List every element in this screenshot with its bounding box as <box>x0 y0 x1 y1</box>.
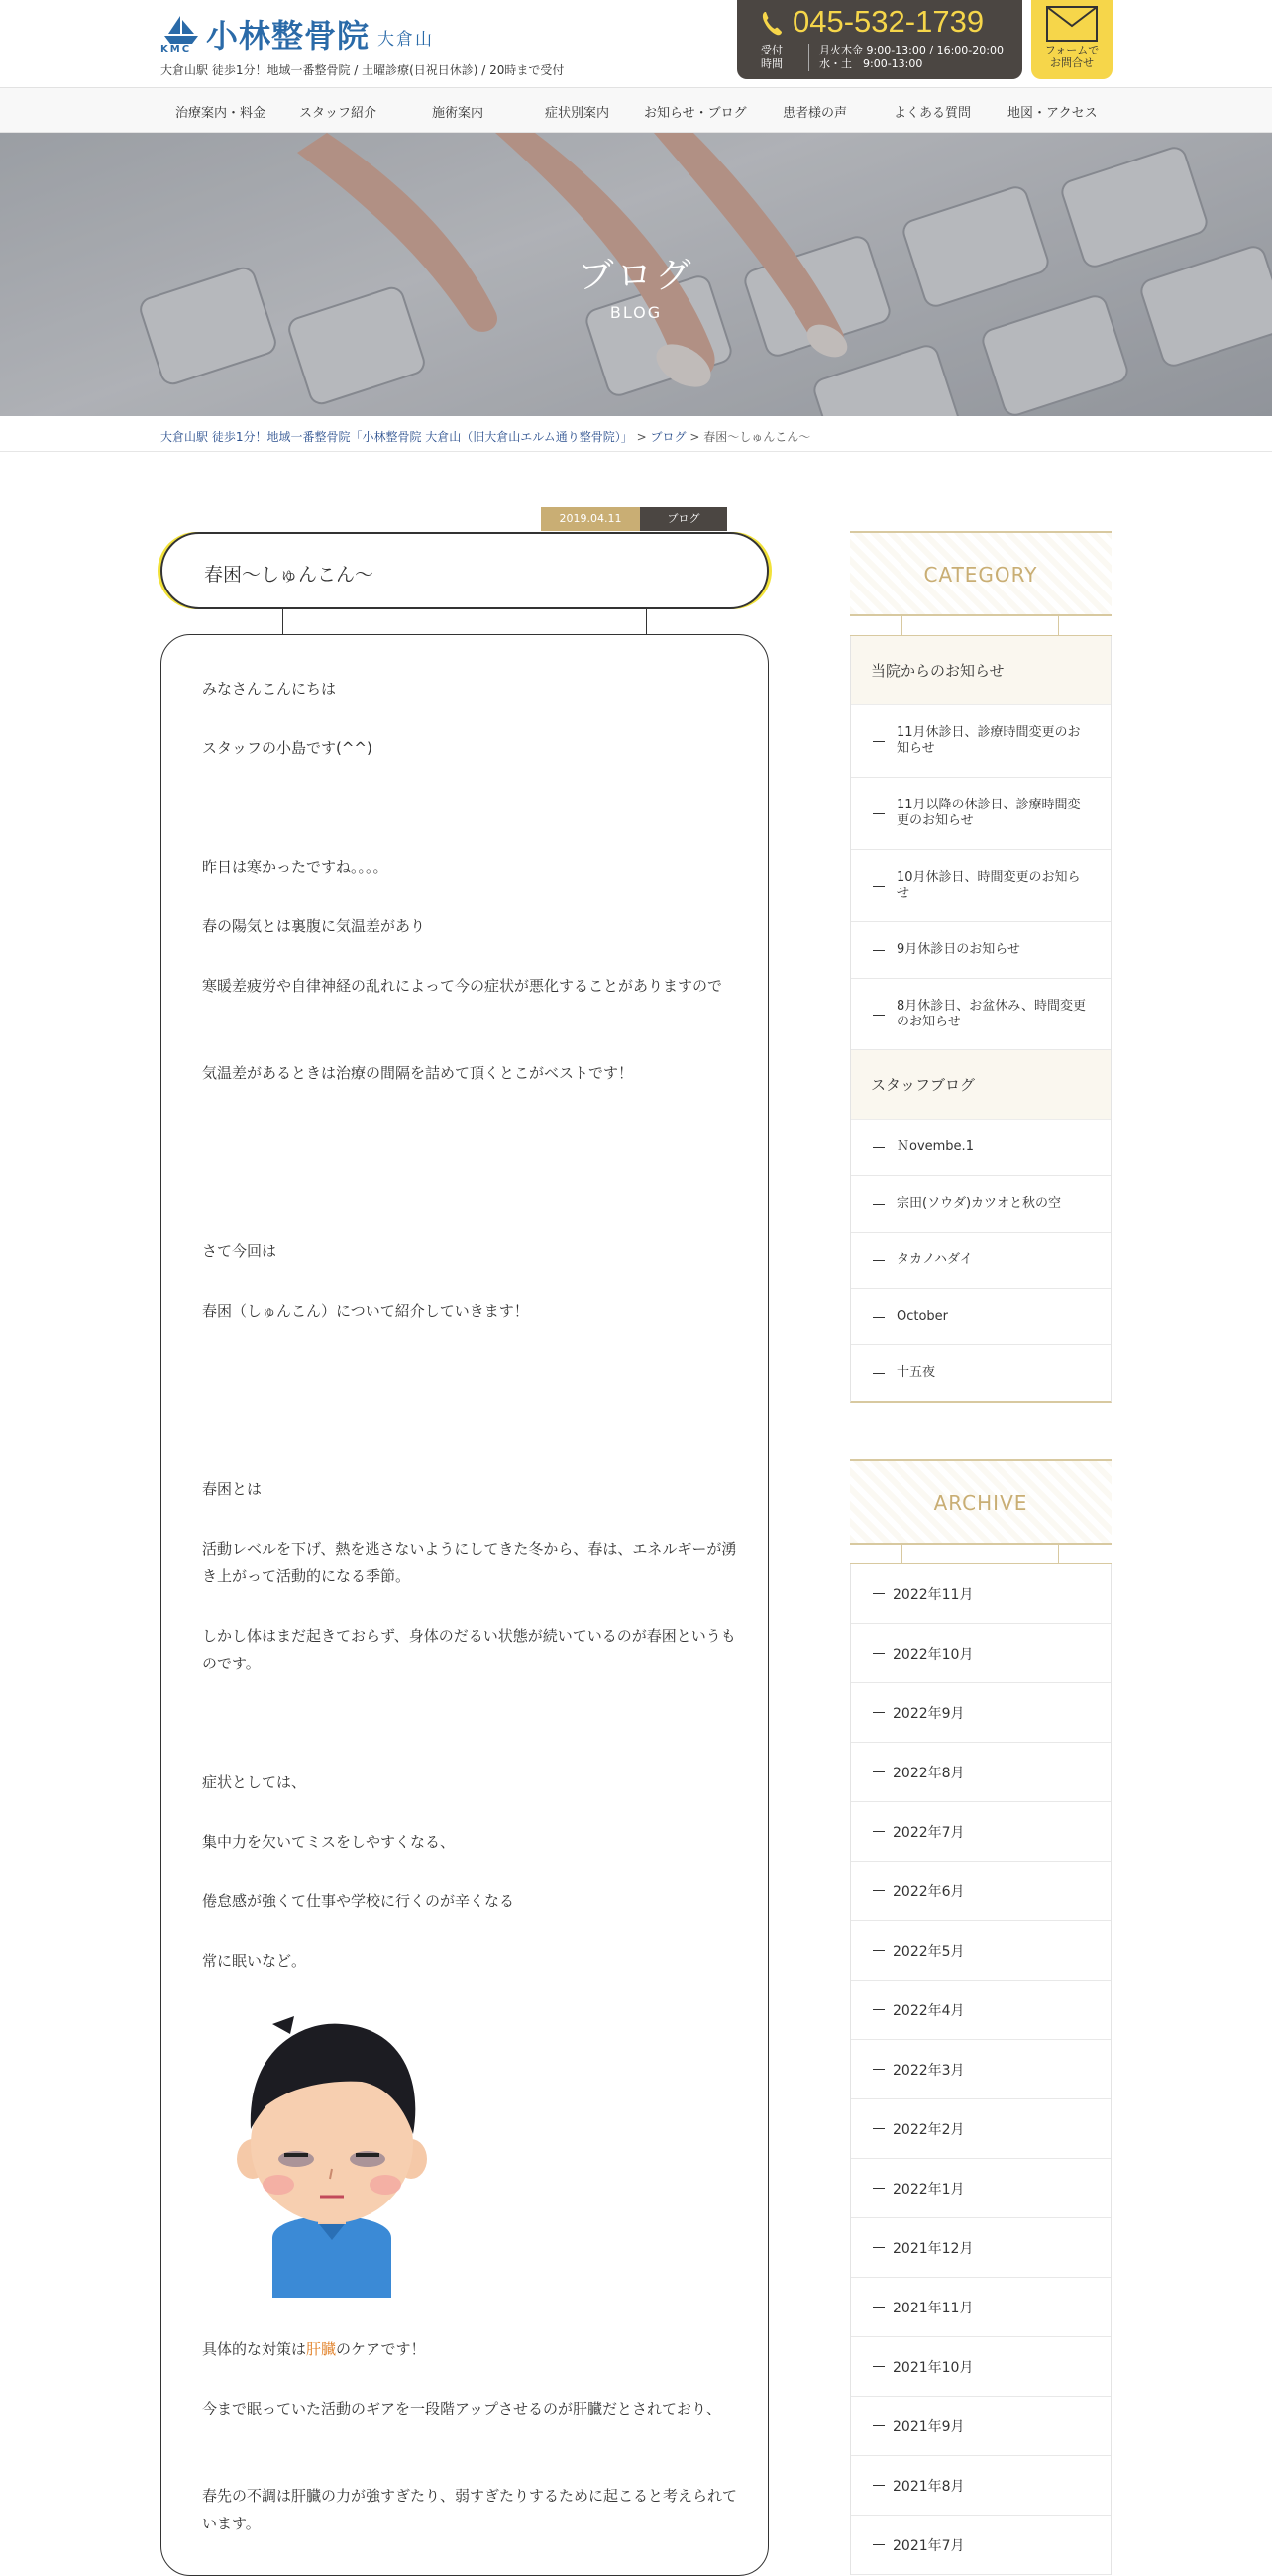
logo-location: 大倉山 <box>377 30 435 50</box>
archive-item[interactable]: 2022年8月 <box>851 1743 1111 1802</box>
post-date: 2019.04.11 <box>541 507 640 531</box>
category-item[interactable]: October <box>851 1289 1111 1345</box>
archive-item[interactable]: 2021年10月 <box>851 2337 1111 2397</box>
archive-connector <box>850 1545 1112 1564</box>
nav-access[interactable]: 地図・アクセス <box>1007 106 1098 121</box>
post-body <box>160 634 769 2576</box>
category-item[interactable]: タカノハダイ <box>851 1233 1111 1289</box>
post-paragraph: 気温差があるときは治療の間隔を詰めて頂くとこがベストです！ <box>202 1064 634 1082</box>
contact-form-button[interactable] <box>1031 0 1113 79</box>
archive-item[interactable]: 2022年3月 <box>851 2040 1111 2099</box>
logo-name: 小林整骨院 <box>206 17 371 54</box>
category-heading <box>850 531 1112 616</box>
post-title: 春困～しゅんこん～ <box>204 564 374 586</box>
nav-testimonials[interactable]: 患者様の声 <box>783 106 848 121</box>
care-text-highlight: 肝臓 <box>306 2340 337 2358</box>
nav-symptoms[interactable]: 症状別案内 <box>545 106 610 121</box>
post-paragraph: 今まで眠っていた活動のギアを一段階アップさせるのが肝臓だとされており、 <box>202 2400 721 2417</box>
category-list <box>850 636 1112 1403</box>
archive-heading <box>850 1459 1112 1545</box>
category-item[interactable]: 十五夜 <box>851 1345 1111 1401</box>
category-item[interactable]: 8月休診日、お盆休み、時間変更のお知らせ <box>851 979 1111 1050</box>
page-title: ブログ <box>578 256 694 296</box>
breadcrumb-home[interactable]: 大倉山駅 徒歩1分！地域一番整骨院「小林整骨院 大倉山（旧大倉山エルム通り整骨院）」 <box>160 430 633 444</box>
category-item[interactable]: 11月以降の休診日、診療時間変更のお知らせ <box>851 778 1111 850</box>
phone-contact[interactable] <box>737 0 1022 79</box>
page-subtitle: BLOG <box>609 303 663 322</box>
nav-procedures[interactable]: 施術案内 <box>432 106 484 121</box>
category-item[interactable]: 10月休診日、時間変更のお知らせ <box>851 850 1111 922</box>
archive-item[interactable]: 2022年10月 <box>851 1624 1111 1683</box>
archive-item[interactable]: 2022年9月 <box>851 1683 1111 1743</box>
category-item[interactable]: 宗田(ソウダ)カツオと秋の空 <box>851 1176 1111 1233</box>
archive-item[interactable]: 2021年9月 <box>851 2397 1111 2456</box>
category-item[interactable]: 9月休診日のお知らせ <box>851 922 1111 979</box>
category-group-staff-blog[interactable]: スタッフブログ <box>851 1050 1111 1120</box>
post-paragraph: 活動レベルを下げ、熱を逃さないようにしてきた冬から、春は、エネルギーが湧き上がって活動的になる季節。 <box>202 1540 737 1585</box>
post-paragraph: 春困とは <box>202 1480 263 1498</box>
category-group-news[interactable]: 当院からのお知らせ <box>851 636 1111 705</box>
phone-number[interactable]: 045-532-1739 <box>793 4 985 39</box>
post-paragraph: みなさんこんにちは <box>202 680 337 698</box>
category-item[interactable]: 11月休診日、診療時間変更のお知らせ <box>851 705 1111 778</box>
post-paragraph: 集中力を欠いてミスをしやすくなる、 <box>202 1833 456 1851</box>
archive-item[interactable]: 2022年4月 <box>851 1981 1111 2040</box>
post-paragraph: スタッフの小島です(^^) <box>202 739 372 757</box>
care-text-post: のケアです！ <box>336 2340 426 2358</box>
post-paragraph-care <box>202 2335 737 2363</box>
hours-text <box>808 44 1004 71</box>
archive-title: ARCHIVE <box>933 1491 1028 1515</box>
header-tagline: 大倉山駅 徒歩1分！地域一番整骨院 / 土曜診療(日祝日休診) / 20時まで受付 <box>160 63 565 77</box>
archive-item[interactable]: 2022年1月 <box>851 2159 1111 2218</box>
post-paragraph: 症状としては、 <box>202 1773 307 1791</box>
category-item[interactable]: Ｎovembe.1 <box>851 1120 1111 1176</box>
archive-item[interactable]: 2022年6月 <box>851 1862 1111 1921</box>
post-paragraph: 昨日は寒かったですね。。。。 <box>202 858 388 876</box>
care-text-pre: 具体的な対策は <box>202 2340 307 2358</box>
post-title-box <box>160 532 769 609</box>
post-category[interactable]: ブログ <box>640 507 727 531</box>
phone-icon <box>761 10 783 36</box>
post-paragraph: 常に眠いなど。 <box>202 1952 307 1970</box>
post-paragraph: 春の陽気とは裏腹に気温差があり <box>202 917 426 935</box>
post-paragraph: 倦怠感が強くて仕事や学校に行くのが辛くなる <box>202 1892 515 1910</box>
nav-news-blog[interactable]: お知らせ・ブログ <box>644 106 747 121</box>
site-header <box>0 0 1272 87</box>
archive-item[interactable]: 2022年2月 <box>851 2099 1111 2159</box>
archive-item[interactable]: 2021年7月 <box>851 2516 1111 2575</box>
global-nav <box>0 87 1272 133</box>
site-logo[interactable] <box>160 14 434 54</box>
archive-list <box>850 1564 1112 2575</box>
post-paragraph: 春困（しゅんこん）について紹介していきます！ <box>202 1302 529 1320</box>
archive-item[interactable]: 2022年7月 <box>851 1802 1111 1862</box>
category-title: CATEGORY <box>923 563 1038 587</box>
hours-label: 受付時間 <box>761 44 783 70</box>
connector-line <box>646 609 647 634</box>
hours-line-2: 水・土 9:00-13:00 <box>819 57 923 70</box>
hero-banner <box>0 133 1272 416</box>
breadcrumb-sep: > <box>686 430 704 444</box>
archive-item[interactable]: 2022年5月 <box>851 1921 1111 1981</box>
breadcrumb-sep: > <box>632 430 651 444</box>
hours-line-1: 月火木金 9:00-13:00 / 16:00-20:00 <box>819 44 1004 56</box>
post-paragraph: 春先の不調は肝臓の力が強すぎたり、弱すぎたりするために起こると考えられています。 <box>202 2487 738 2532</box>
ship-logo-icon <box>160 14 202 54</box>
mail-label <box>1031 44 1113 69</box>
post-paragraph: さて今回は <box>202 1242 277 1260</box>
nav-treatment-price[interactable]: 治療案内・料金 <box>175 106 266 121</box>
archive-item[interactable]: 2021年8月 <box>851 2456 1111 2516</box>
breadcrumb <box>0 416 1272 452</box>
archive-item[interactable]: 2022年11月 <box>851 1564 1111 1624</box>
connector-line <box>282 609 283 634</box>
post-paragraph: しかし体はまだ起きておらず、身体のだるい状態が続いているのが春困というものです。 <box>202 1627 736 1672</box>
archive-item[interactable]: 2021年12月 <box>851 2218 1111 2278</box>
breadcrumb-current: 春困～しゅんこん～ <box>703 430 811 444</box>
post-paragraph: 寒暖差疲労や自律神経の乱れによって今の症状が悪化することがありますので <box>202 977 723 995</box>
logo-kmc: KMC <box>160 44 192 54</box>
mail-label-1: フォームで <box>1044 44 1100 56</box>
category-connector <box>850 616 1112 636</box>
mail-icon <box>1046 6 1098 42</box>
mail-label-2: お問合せ <box>1050 56 1094 69</box>
nav-staff[interactable]: スタッフ紹介 <box>299 106 377 121</box>
tired-person-illustration <box>233 2010 431 2298</box>
nav-faq[interactable]: よくある質問 <box>894 106 972 121</box>
breadcrumb-blog[interactable]: ブログ <box>650 430 687 444</box>
archive-item[interactable]: 2021年11月 <box>851 2278 1111 2337</box>
